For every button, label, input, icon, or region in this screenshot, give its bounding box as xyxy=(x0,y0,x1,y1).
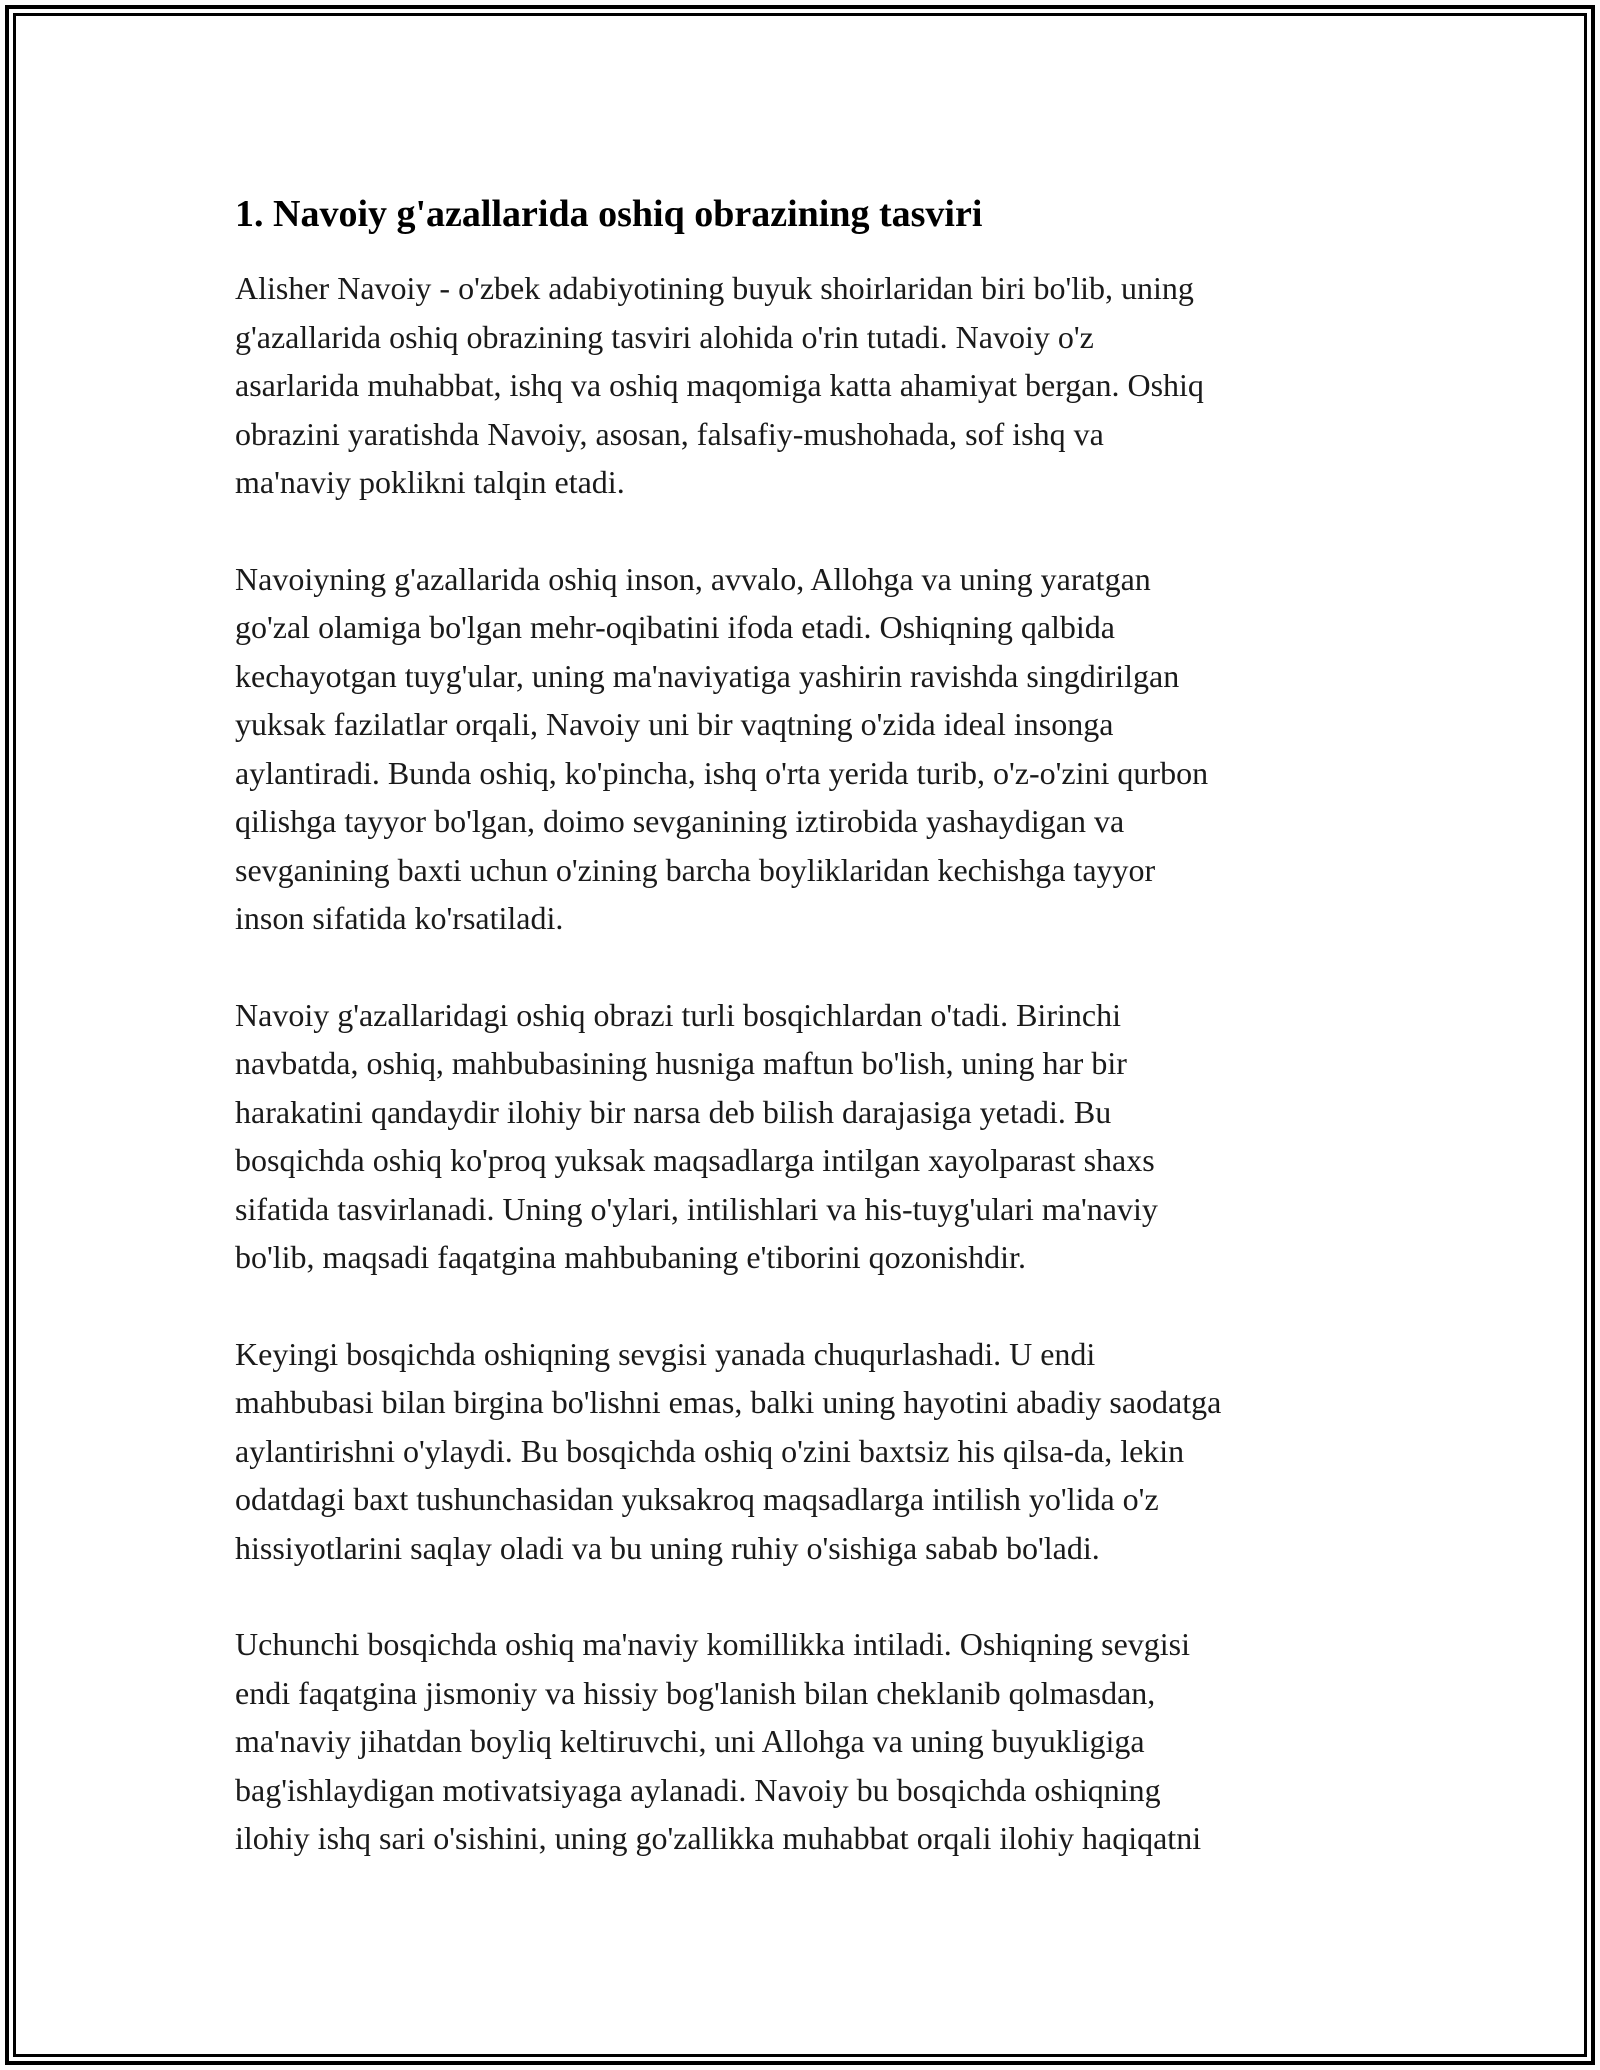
text-line: inson sifatida ko'rsatiladi. xyxy=(235,900,564,936)
section-heading: 1. Navoiy g'azallarida oshiq obrazining tasviri xyxy=(235,193,983,235)
paragraph-bosqichlar xyxy=(235,991,1375,1282)
text-line: odatdagi baxt tushunchasidan yuksakroq maqsadlarga intilish yo'lida o'z xyxy=(235,1481,1159,1517)
text-line: bag'ishlaydigan motivatsiyaga aylanadi. Navoiy bu bosqichda oshiqning xyxy=(235,1771,1161,1808)
text-line: ma'naviy poklikni talqin etadi. xyxy=(235,464,625,500)
text-line: bo'lib, maqsadi faqatgina mahbubaning e'tiborini qozonishdir. xyxy=(235,1239,1026,1275)
text-line: Alisher Navoiy - o'zbek adabiyotining buyuk shoirlaridan biri bo'lib, uning xyxy=(235,270,1194,306)
text-line: Keyingi bosqichda oshiqning sevgisi yanada chuqurlashadi. U endi xyxy=(235,1335,1096,1372)
text-line: aylantirishni o'ylaydi. Bu bosqichda oshiq o'zini baxtsiz his qilsa-da, lekin xyxy=(235,1432,1185,1469)
text-line: Uchunchi bosqichda oshiq ma'naviy komillikka intiladi. Oshiqning sevgisi xyxy=(235,1626,1190,1662)
text-line: go'zal olamiga bo'lgan mehr-oqibatini ifoda etadi. Oshiqning qalbida xyxy=(235,609,1115,645)
text-line: g'azallarida oshiq obrazining tasviri alohida o'rin tutadi. Navoiy o'z xyxy=(235,318,1094,355)
text-line: sifatida tasvirlanadi. Uning o'ylari, intilishlari va his-tuyg'ulari ma'naviy xyxy=(235,1190,1158,1227)
text-line: qilishga tayyor bo'lgan, doimo sevganining iztirobida yashaydigan va xyxy=(235,803,1125,839)
paragraph-intro xyxy=(235,264,1375,507)
document-body xyxy=(235,186,1375,1911)
text-line: navbatda, oshiq, mahbubasining husniga maftun bo'lish, uning har bir xyxy=(235,1045,1127,1081)
text-line: sevganining baxti uchun o'zining barcha boyliklaridan kechishga tayyor xyxy=(235,851,1156,888)
text-line: aylantiradi. Bunda oshiq, ko'pincha, ishq o'rta yerida turib, o'z-o'zini qurbon xyxy=(235,754,1209,791)
paragraph-oshiq-inson xyxy=(235,555,1375,943)
text-line: Navoiyning g'azallarida oshiq inson, avvalo, Allohga va uning yaratgan xyxy=(235,560,1151,597)
paragraph-keyingi-bosqich xyxy=(235,1330,1375,1573)
text-line: ilohiy ishq sari o'sishini, uning go'zallikka muhabbat orqali ilohiy haqiqatni xyxy=(235,1820,1202,1856)
paragraph-uchunchi-bosqich xyxy=(235,1620,1375,1863)
text-line: kechayotgan tuyg'ular, uning ma'naviyatiga yashirin ravishda singdirilgan xyxy=(235,657,1180,694)
text-line: obrazini yaratishda Navoiy, asosan, falsafiy-mushohada, sof ishq va xyxy=(235,415,1104,452)
text-line: harakatini qandaydir ilohiy bir narsa deb bilish darajasiga yetadi. Bu xyxy=(235,1093,1112,1130)
text-line: endi faqatgina jismoniy va hissiy bog'lanish bilan cheklanib qolmasdan, xyxy=(235,1674,1156,1711)
text-line: mahbubasi bilan birgina bo'lishni emas, balki uning hayotini abadiy saodatga xyxy=(235,1384,1222,1420)
text-line: hissiyotlarini saqlay oladi va bu uning ruhiy o'sishiga sabab bo'ladi. xyxy=(235,1529,1100,1566)
text-line: Navoiy g'azallaridagi oshiq obrazi turli bosqichlardan o'tadi. Birinchi xyxy=(235,996,1121,1033)
text-line: asarlarida muhabbat, ishq va oshiq maqomiga katta ahamiyat bergan. Oshiq xyxy=(235,367,1204,403)
text-line: ma'naviy jihatdan boyliq keltiruvchi, uni Allohga va uning buyukligiga xyxy=(235,1723,1145,1759)
text-line: bosqichda oshiq ko'proq yuksak maqsadlarga intilgan xayolparast shaxs xyxy=(235,1142,1155,1178)
text-line: yuksak fazilatlar orqali, Navoiy uni bir vaqtning o'zida ideal insonga xyxy=(235,706,1114,742)
